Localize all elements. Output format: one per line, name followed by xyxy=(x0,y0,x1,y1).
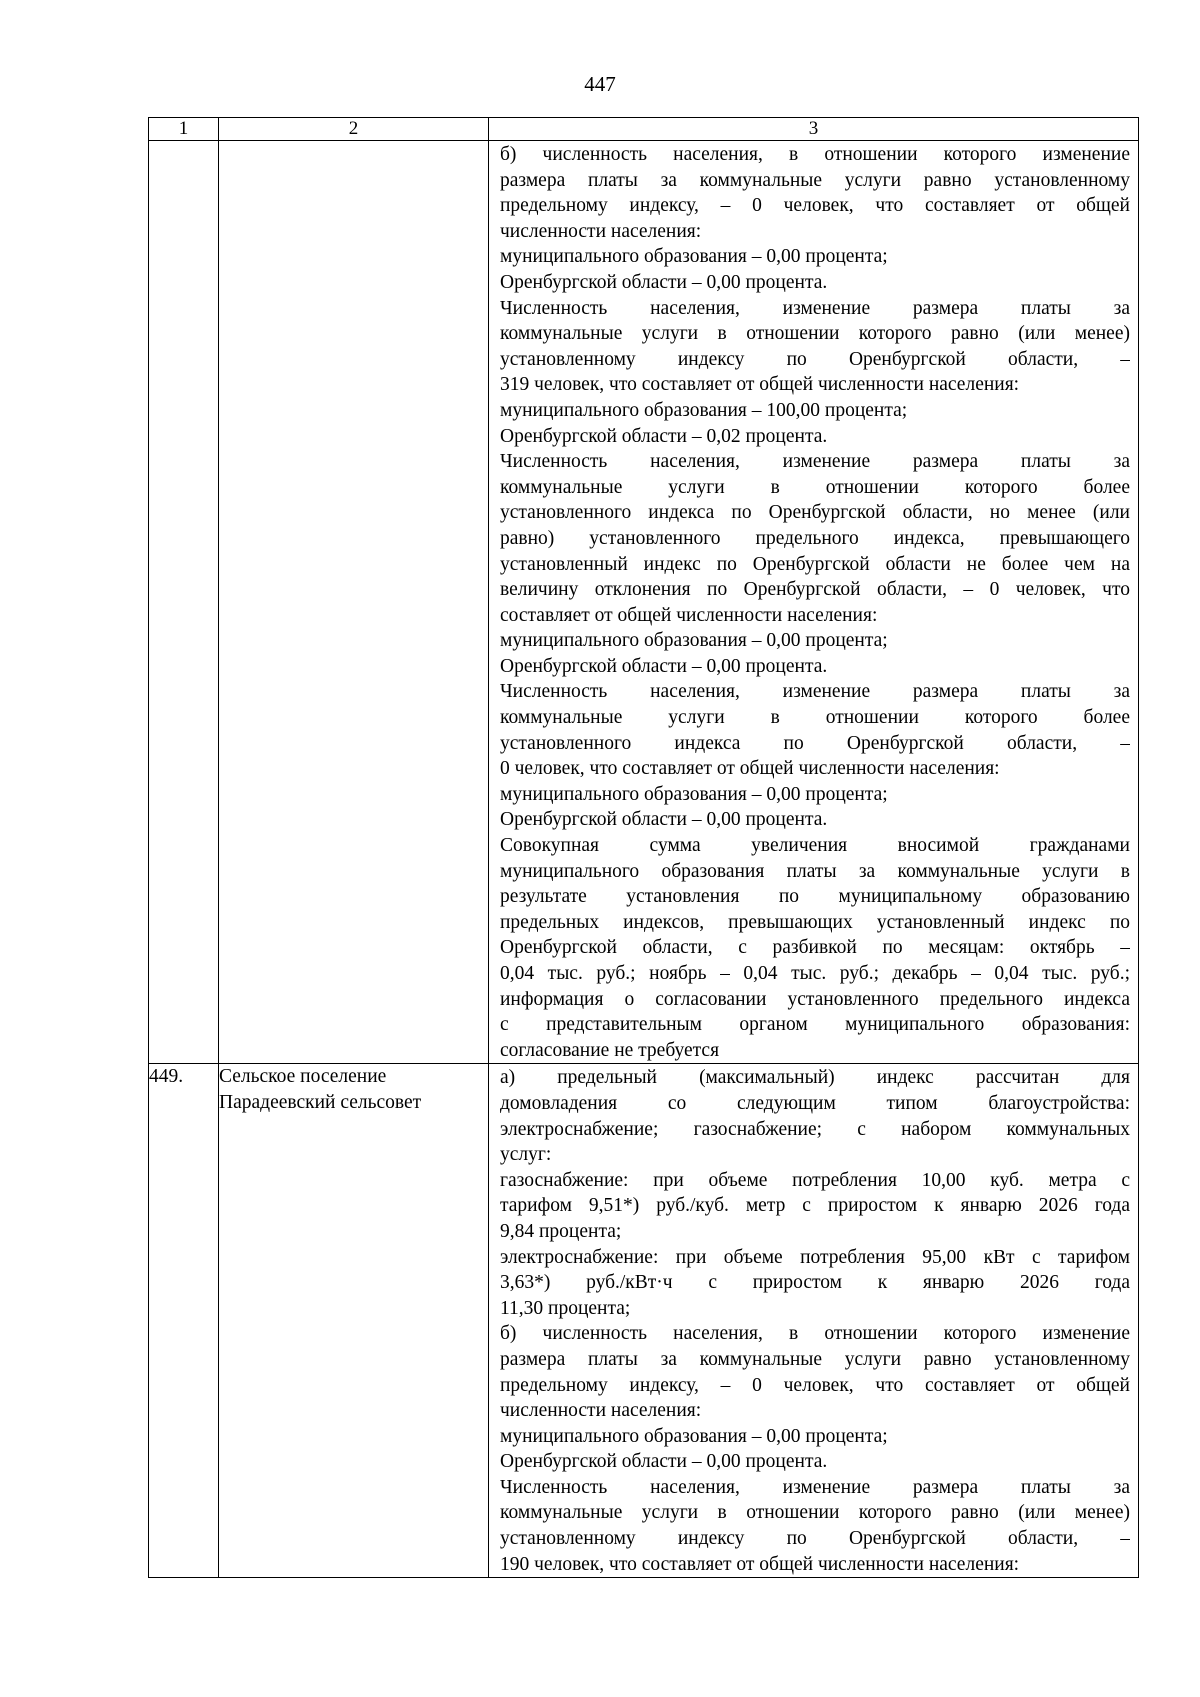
text-line: 319 человек, что составляет от общей численности населения: xyxy=(500,374,1020,396)
row-content xyxy=(489,141,1139,1064)
text-line: согласование не требуется xyxy=(500,1039,720,1061)
text-line: 0 человек, что составляет от общей численности населения: xyxy=(500,758,1000,780)
row-number: 449. xyxy=(149,1064,219,1578)
text-line: 3,63*) руб./кВт·ч с приростом к январю 2026 года xyxy=(500,1272,1130,1294)
text-line: Оренбургской области – 0,00 процента. xyxy=(500,1451,828,1473)
settlement-name xyxy=(219,141,489,1064)
text-line: 11,30 процента; xyxy=(500,1297,631,1319)
text-line: б) численность населения, в отношении которого изменение xyxy=(500,144,1130,165)
text-line: размера платы за коммунальные услуги равно установленному xyxy=(500,1348,1130,1370)
header-col-1: 1 xyxy=(149,118,219,141)
text-line: муниципального образования – 0,00 процента; xyxy=(500,630,888,652)
header-col-3: 3 xyxy=(489,118,1139,141)
text-line: коммунальные услуги в отношении которого равно (или менее) xyxy=(500,1502,1130,1524)
text-line: Оренбургской области – 0,02 процента. xyxy=(500,425,828,447)
text-line: муниципального образования – 100,00 процента; xyxy=(500,399,908,421)
text-line: с представительным органом муниципального образования: xyxy=(500,1014,1130,1036)
row-content xyxy=(489,1064,1139,1578)
text-line: б) численность населения, в отношении которого изменение xyxy=(500,1323,1130,1345)
text-line: электроснабжение: при объеме потребления 95,00 кВт с тарифом xyxy=(500,1246,1130,1268)
text-line: равно) установленного предельного индекса, превышающего xyxy=(500,527,1130,549)
text-line: 190 человек, что составляет от общей численности населения: xyxy=(500,1553,1020,1575)
text-line: Оренбургской области, с разбивкой по месяцам: октябрь – xyxy=(500,937,1130,959)
text-line: установленному индексу по Оренбургской области, – xyxy=(500,348,1130,370)
text-line: электроснабжение; газоснабжение; с набором коммунальных xyxy=(500,1118,1130,1140)
row-number xyxy=(149,141,219,1064)
text-line: установленному индексу по Оренбургской области, – xyxy=(500,1528,1130,1550)
text-line: домовладения со следующим типом благоустройства: xyxy=(500,1092,1130,1114)
text-line: результате установления по муниципальному образованию xyxy=(500,886,1130,908)
text-line: коммунальные услуги в отношении которого более xyxy=(500,476,1130,498)
text-line: установленного индекса по Оренбургской области, – xyxy=(500,732,1130,754)
text-line: 0,04 тыс. руб.; ноябрь – 0,04 тыс. руб.; декабрь – 0,04 тыс. руб.; xyxy=(500,963,1130,984)
text-line: муниципального образования платы за коммунальные услуги в xyxy=(500,860,1130,882)
settlement-name-line: Сельское поселение xyxy=(219,1066,387,1088)
table-header-row xyxy=(149,118,1139,141)
text-line: Оренбургской области – 0,00 процента. xyxy=(500,809,828,831)
text-line: муниципального образования – 0,00 процента; xyxy=(500,1425,888,1447)
header-col-2: 2 xyxy=(219,118,489,141)
table-row xyxy=(149,141,1139,1064)
text-line: а) предельный (максимальный) индекс рассчитан для xyxy=(500,1067,1130,1089)
text-line: предельных индексов, превышающих установленный индекс по xyxy=(500,911,1130,933)
text-line: величину отклонения по Оренбургской области, – 0 человек, что xyxy=(500,579,1130,601)
table-row xyxy=(149,1064,1139,1578)
text-line: Совокупная сумма увеличения вносимой гражданами xyxy=(500,835,1130,857)
text-line: предельному индексу, – 0 человек, что составляет от общей xyxy=(500,195,1130,217)
document-table xyxy=(148,117,1139,1578)
text-line: Оренбургской области – 0,00 процента. xyxy=(500,271,828,293)
text-line: информация о согласовании установленного предельного индекса xyxy=(500,988,1130,1010)
text-line: Численность населения, изменение размера платы за xyxy=(500,451,1130,473)
text-line: коммунальные услуги в отношении которого более xyxy=(500,707,1130,729)
page-number: 447 xyxy=(584,72,616,96)
text-line: муниципального образования – 0,00 процента; xyxy=(500,783,888,805)
text-line: предельному индексу, – 0 человек, что составляет от общей xyxy=(500,1374,1130,1396)
text-line: муниципального образования – 0,00 процента; xyxy=(500,246,888,268)
text-line: тарифом 9,51*) руб./куб. метр с приростом к январю 2026 года xyxy=(500,1195,1130,1217)
text-line: услуг: xyxy=(500,1144,552,1166)
text-line: Численность населения, изменение размера платы за xyxy=(500,297,1130,319)
text-line: Численность населения, изменение размера платы за xyxy=(500,1476,1130,1498)
settlement-name-line: Парадеевский сельсовет xyxy=(219,1091,422,1113)
text-line: Оренбургской области – 0,00 процента. xyxy=(500,655,828,677)
settlement-name xyxy=(219,1064,489,1578)
text-line: Численность населения, изменение размера платы за xyxy=(500,681,1130,703)
text-line: составляет от общей численности населения: xyxy=(500,604,878,626)
text-line: установленный индекс по Оренбургской области не более чем на xyxy=(500,553,1130,575)
text-line: газоснабжение: при объеме потребления 10,00 куб. метра с xyxy=(500,1169,1130,1191)
text-line: размера платы за коммунальные услуги равно установленному xyxy=(500,169,1130,191)
text-line: коммунальные услуги в отношении которого равно (или менее) xyxy=(500,323,1130,345)
text-line: численности населения: xyxy=(500,220,702,242)
text-line: установленного индекса по Оренбургской области, но менее (или xyxy=(500,502,1130,524)
text-line: численности населения: xyxy=(500,1400,702,1422)
text-line: 9,84 процента; xyxy=(500,1220,622,1242)
